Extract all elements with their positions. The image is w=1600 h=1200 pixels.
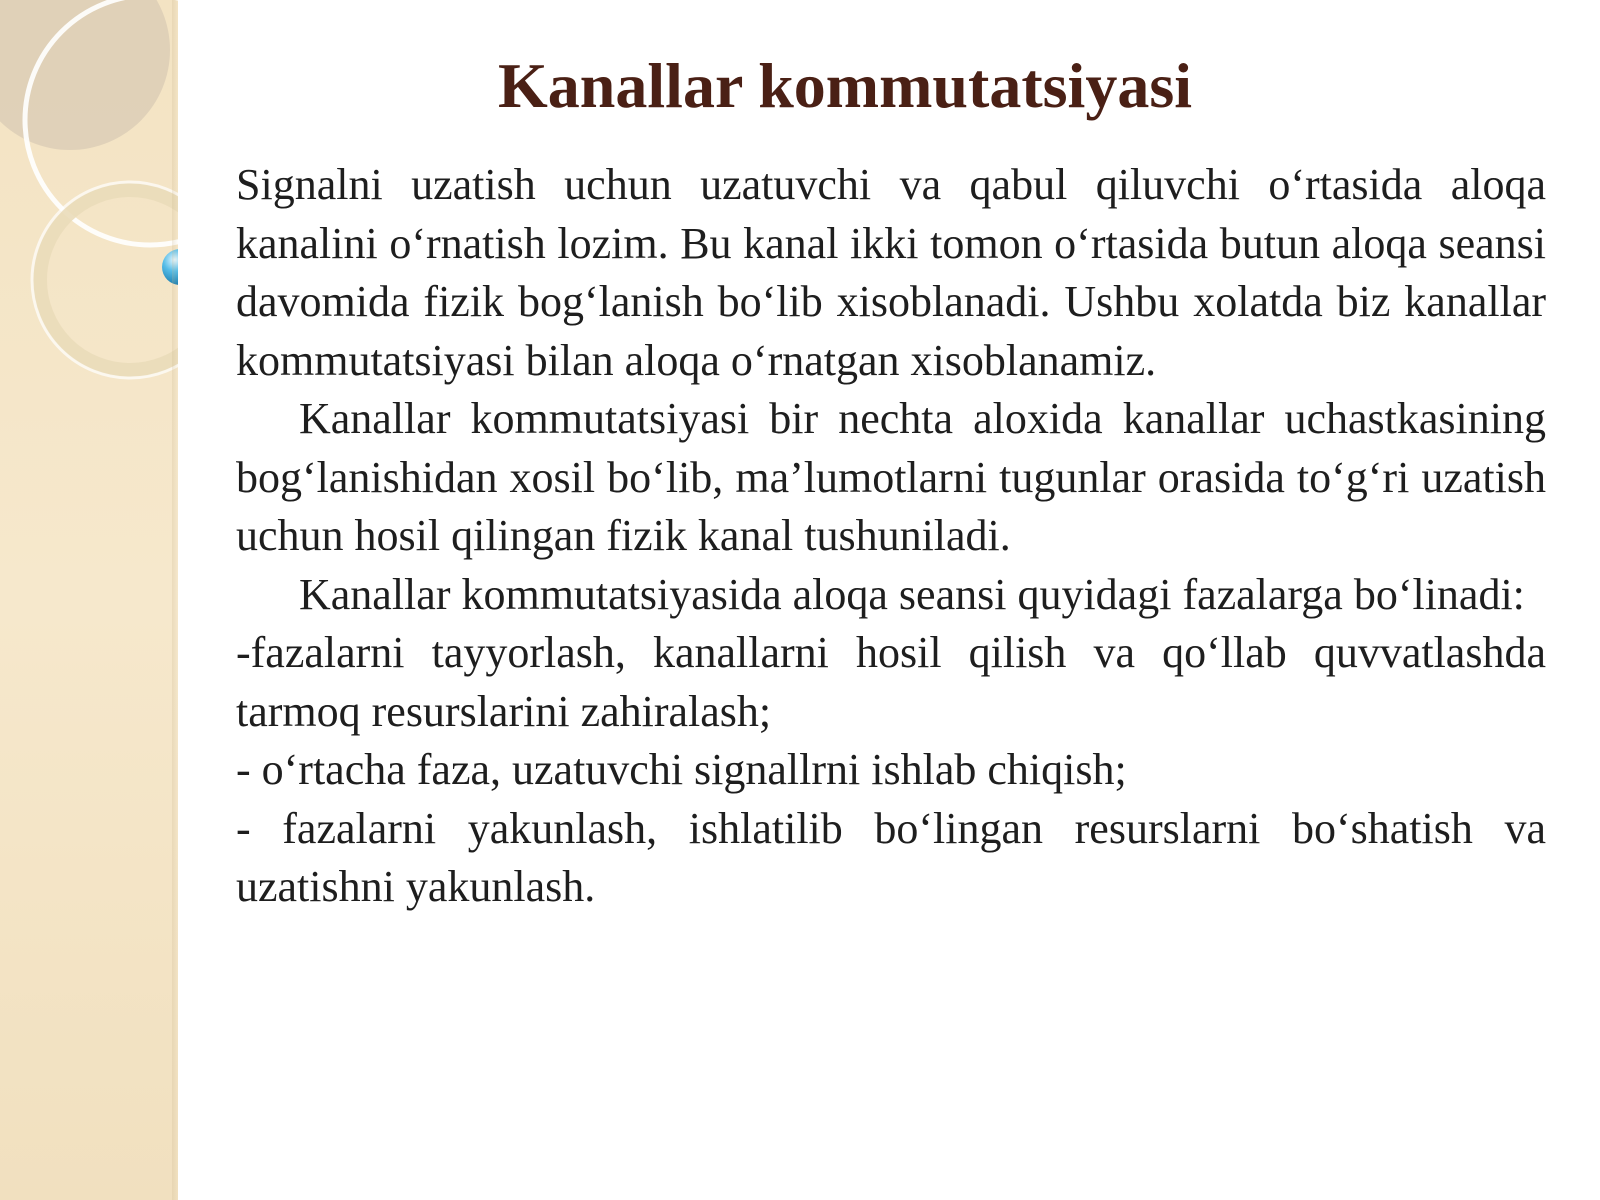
decorative-circles-icon bbox=[0, 0, 178, 420]
slide-title: Kanallar kommutatsiyasi bbox=[498, 50, 1192, 121]
side-panel-edge bbox=[172, 0, 178, 1200]
list-item: - o‘rtacha faza, uzatuvchi signallrni ishlab chiqish; bbox=[236, 745, 1127, 794]
body-paragraph: Kanallar kommutatsiyasida aloqa seansi quyidagi fazalarga bo‘linadi: bbox=[299, 569, 1525, 619]
slide-body bbox=[236, 156, 1546, 917]
list-item: -fazalarni tayyorlash, kanallarni hosil qilish va qo‘llab quvvatlashda tarmoq resurslarini zahiralash; bbox=[236, 628, 1546, 736]
body-paragraph: Signalni uzatish uchun uzatuvchi va qabul qiluvchi o‘rtasida aloqa kanalini o‘rnatish lozim. Bu kanal ikki tomon o‘rtasida butun aloqa seansi davomida fizik bog‘lanish bo‘lib xisoblanadi. Ushbu xolatda biz kanallar kommutatsiyasi bilan aloqa o‘rnatgan xisoblanamiz. bbox=[236, 160, 1546, 385]
decorative-side-panel bbox=[0, 0, 178, 1200]
body-paragraph: Kanallar kommutatsiyasi bir nechta aloxida kanallar uchastkasining bog‘lanishidan xosil bo‘lib, ma’lumotlarni tugunlar orasida to‘g‘ri uzatish uchun hosil qilingan fizik kanal tushuniladi. bbox=[236, 394, 1546, 560]
list-item: - fazalarni yakunlash, ishlatilib bo‘lingan resurslarni bo‘shatish va uzatishni yakunlash. bbox=[236, 803, 1546, 911]
